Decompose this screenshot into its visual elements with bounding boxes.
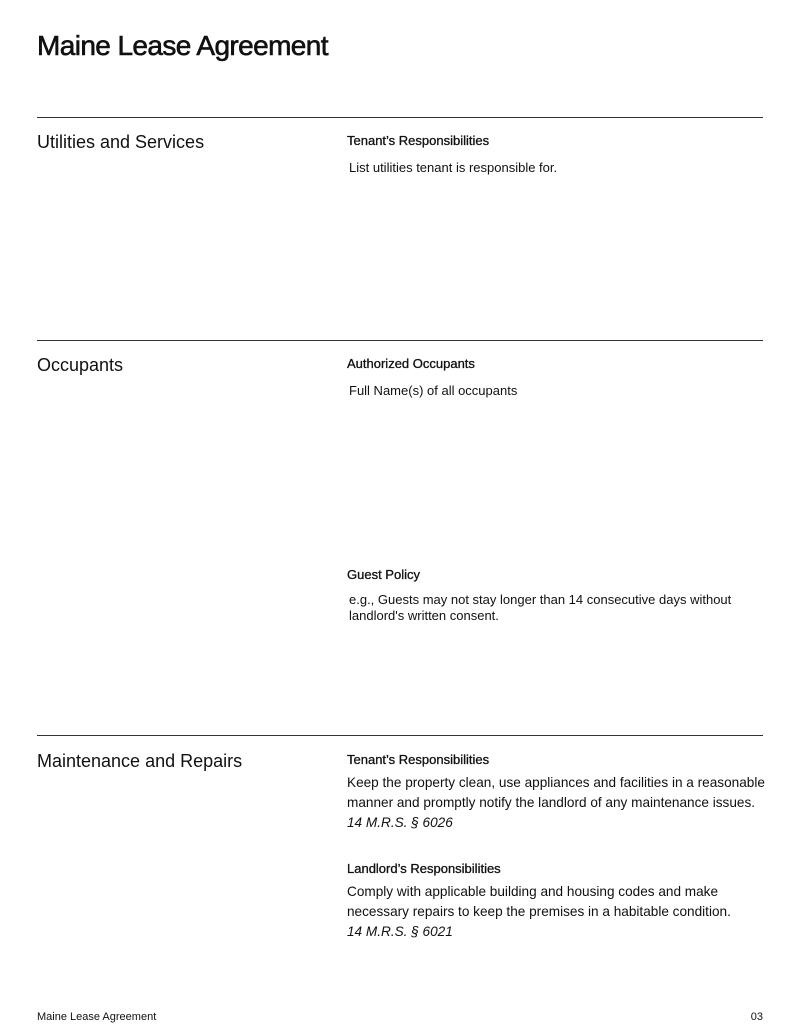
landlord-maintenance-text xyxy=(347,882,747,942)
guest-policy-input[interactable]: e.g., Guests may not stay longer than 14 consecutive days without landlord's written consent. xyxy=(349,592,732,623)
section-title-utilities: Utilities and Services xyxy=(37,132,205,152)
field-label: Tenant’s Responsibilities xyxy=(347,752,490,767)
section-title-occupants: Occupants xyxy=(37,355,124,375)
section-title-maintenance: Maintenance and Repairs xyxy=(37,751,243,771)
body-text: Comply with applicable building and housing codes and make necessary repairs to keep the premises in a habitable condition. xyxy=(347,884,731,919)
divider xyxy=(37,735,763,736)
page-number: 03 xyxy=(750,1011,763,1023)
field-label: Landlord’s Responsibilities xyxy=(347,861,501,876)
divider xyxy=(37,340,763,341)
citation: 14 M.R.S. § 6021 xyxy=(347,924,453,939)
citation: 14 M.R.S. § 6026 xyxy=(347,815,453,830)
footer-doc-name: Maine Lease Agreement xyxy=(37,1011,157,1023)
tenant-utilities-input[interactable]: List utilities tenant is responsible for. xyxy=(349,160,558,175)
tenant-maintenance-text xyxy=(347,773,767,833)
page-title: Maine Lease Agreement xyxy=(37,30,328,61)
body-text: Keep the property clean, use appliances and facilities in a reasonable manner and promptly notify the landlord of any maintenance issues. xyxy=(347,775,765,810)
field-label: Authorized Occupants xyxy=(347,356,475,371)
divider xyxy=(37,117,763,118)
field-label: Tenant’s Responsibilities xyxy=(347,133,490,148)
field-label: Guest Policy xyxy=(347,567,420,582)
authorized-occupants-input[interactable]: Full Name(s) of all occupants xyxy=(349,383,518,398)
